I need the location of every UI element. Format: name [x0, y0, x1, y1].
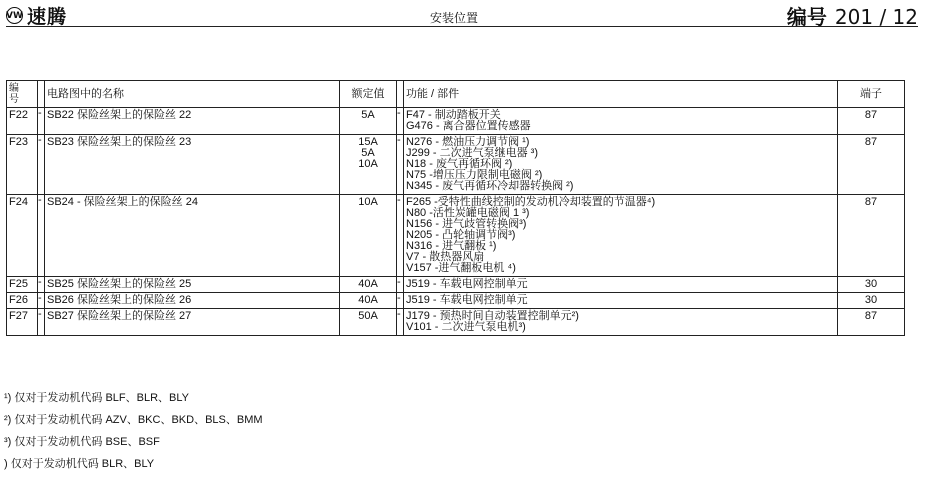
cell-terminal: 87 — [838, 195, 905, 277]
function-item: F265 -受特性曲线控制的发动机冷却装置的节温器⁴) — [406, 196, 656, 208]
function-item: N75 -增压压力限制电磁阀 ²) — [406, 169, 543, 181]
rating-value: 10A — [358, 158, 378, 170]
cell-function — [404, 293, 838, 309]
function-item: N156 - 进气歧管转换阀³) — [406, 218, 527, 230]
cell-dash: - — [38, 293, 45, 309]
footnote-2: ²) 仅对于发动机代码 AZV、BKC、BKD、BLS、BMM — [4, 414, 263, 426]
cell-terminal: 87 — [838, 108, 905, 135]
cell-circuit-name: SB22 保险丝架上的保险丝 22 — [45, 108, 340, 135]
cell-function — [404, 195, 838, 277]
cell-dash: - — [38, 277, 45, 293]
header-divider — [6, 26, 918, 27]
table-row — [7, 135, 905, 195]
col-header-rating: 额定值 — [340, 81, 397, 108]
cell-dash: - — [38, 195, 45, 277]
cell-rating — [340, 309, 397, 336]
rating-value: 5A — [361, 109, 375, 121]
cell-circuit-name: SB24 - 保险丝架上的保险丝 24 — [45, 195, 340, 277]
cell-terminal: 30 — [838, 277, 905, 293]
cell-rating — [340, 195, 397, 277]
cell-dash: - — [397, 108, 404, 135]
function-item: N316 - 进气翻板 ¹) — [406, 240, 497, 252]
cell-terminal: 87 — [838, 309, 905, 336]
brand-name: 速腾 — [27, 6, 68, 28]
function-item: F47 - 制动踏板开关 — [406, 109, 501, 121]
rating-value: 50A — [358, 310, 378, 322]
function-item: V101 - 二次进气泵电机³) — [406, 321, 526, 333]
function-item: V7 - 散热器风扇 — [406, 251, 485, 263]
cell-dash: - — [38, 108, 45, 135]
cell-fuse-no: F23 — [7, 135, 38, 195]
cell-circuit-name: SB23 保险丝架上的保险丝 23 — [45, 135, 340, 195]
function-item: G476 - 离合器位置传感器 — [406, 120, 531, 132]
page-header — [0, 0, 936, 30]
col-header-dash2 — [397, 81, 404, 108]
table-row — [7, 309, 905, 336]
col-header-terminal: 端子 — [838, 81, 905, 108]
cell-terminal: 30 — [838, 293, 905, 309]
cell-fuse-no: F27 — [7, 309, 38, 336]
cell-function — [404, 108, 838, 135]
footnotes — [4, 391, 263, 479]
cell-rating — [340, 277, 397, 293]
function-item: N18 - 废气再循环阀 ²) — [406, 158, 513, 170]
cell-rating — [340, 108, 397, 135]
footnote-3: ³) 仅对于发动机代码 BSE、BSF — [4, 436, 160, 448]
table-row — [7, 293, 905, 309]
col-header-name: 电路图中的名称 — [45, 81, 340, 108]
footnote-1: ¹) 仅对于发动机代码 BLF、BLR、BLY — [4, 392, 189, 404]
col-header-function: 功能 / 部件 — [404, 81, 838, 108]
function-item: N276 - 燃油压力调节阀 ¹) — [406, 136, 530, 148]
rating-value: 5A — [361, 147, 375, 159]
cell-function — [404, 277, 838, 293]
cell-dash: - — [397, 309, 404, 336]
cell-dash: - — [38, 135, 45, 195]
cell-fuse-no: F22 — [7, 108, 38, 135]
rating-value: 15A — [358, 136, 378, 148]
function-item: V157 -进气翻板电机 ⁴) — [406, 262, 516, 274]
cell-fuse-no: F24 — [7, 195, 38, 277]
page-number-value: 201 / 12 — [834, 5, 918, 29]
function-item: J299 - 二次进气泵继电器 ³) — [406, 147, 539, 159]
vw-logo-icon: VW — [6, 7, 23, 24]
page-number-label: 编号 — [786, 5, 827, 29]
rating-value: 10A — [358, 196, 378, 208]
footnote-4: ) 仅对于发动机代码 BLR、BLY — [4, 458, 155, 470]
table-body — [7, 108, 905, 336]
table-header-row — [7, 81, 905, 108]
cell-fuse-no: F26 — [7, 293, 38, 309]
function-item: J519 - 车载电网控制单元 — [406, 294, 528, 306]
function-item: N205 - 凸轮轴调节阀³) — [406, 229, 516, 241]
function-item: N345 - 废气再循环冷却器转换阀 ²) — [406, 180, 574, 192]
cell-rating — [340, 135, 397, 195]
cell-circuit-name: SB25 保险丝架上的保险丝 25 — [45, 277, 340, 293]
cell-dash: - — [38, 309, 45, 336]
cell-fuse-no: F25 — [7, 277, 38, 293]
cell-terminal: 87 — [838, 135, 905, 195]
cell-dash: - — [397, 195, 404, 277]
cell-function — [404, 135, 838, 195]
function-item: J519 - 车载电网控制单元 — [406, 278, 528, 290]
cell-dash: - — [397, 293, 404, 309]
cell-circuit-name: SB27 保险丝架上的保险丝 27 — [45, 309, 340, 336]
table-row — [7, 108, 905, 135]
cell-dash: - — [397, 277, 404, 293]
function-item: N80 -活性炭罐电磁阀 1 ³) — [406, 207, 530, 219]
fuse-table — [6, 80, 905, 336]
function-item: J179 - 预热时间自动装置控制单元²) — [406, 310, 579, 322]
table-row — [7, 195, 905, 277]
cell-circuit-name: SB26 保险丝架上的保险丝 26 — [45, 293, 340, 309]
cell-function — [404, 309, 838, 336]
cell-dash: - — [397, 135, 404, 195]
cell-rating — [340, 293, 397, 309]
table-row — [7, 277, 905, 293]
brand — [6, 2, 67, 29]
col-header-dash — [38, 81, 45, 108]
rating-value: 40A — [358, 294, 378, 306]
page-title: 安装位置 — [430, 11, 479, 25]
col-header-no: 编号 — [7, 81, 38, 108]
rating-value: 40A — [358, 278, 378, 290]
